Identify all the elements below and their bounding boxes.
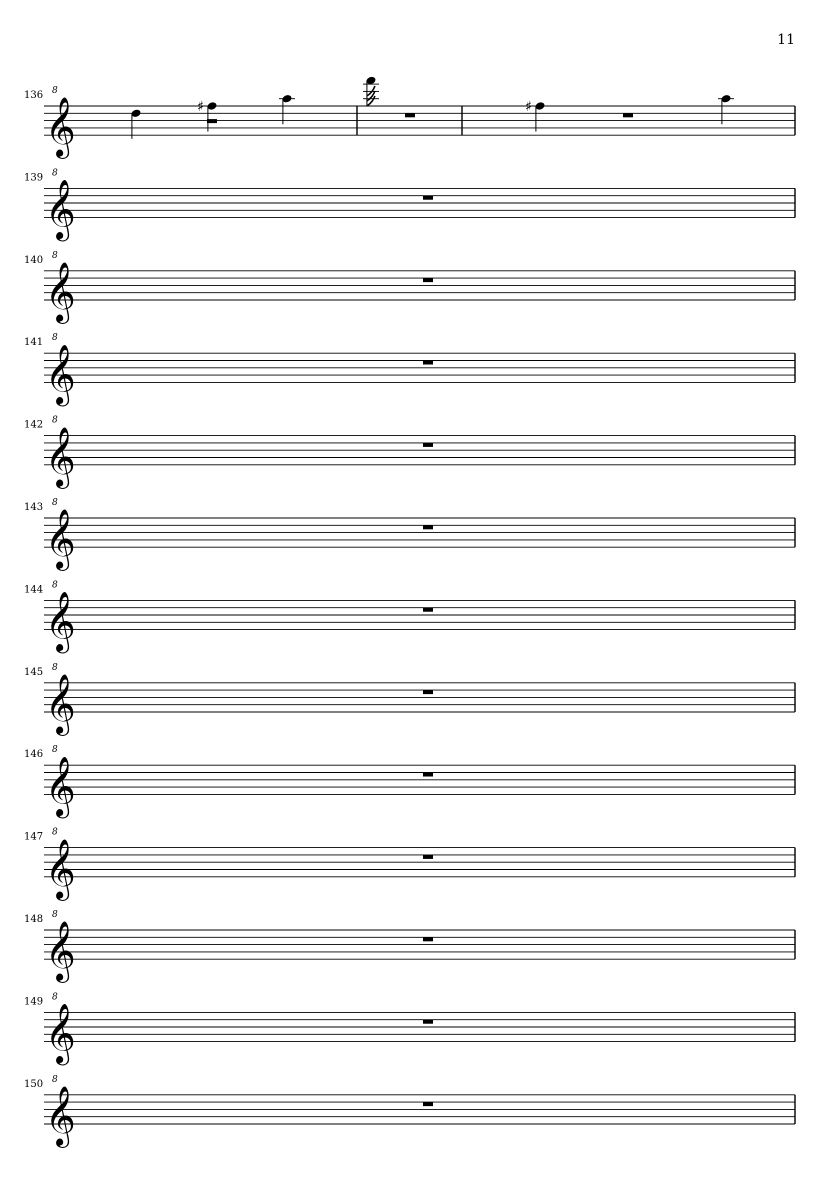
- measure-number: 142: [24, 419, 44, 431]
- measure-number: 148: [24, 914, 44, 925]
- octave-mark: 8: [52, 168, 58, 179]
- treble-clef-icon: 𝄞: [45, 426, 76, 487]
- sharp-icon: ♯: [525, 99, 532, 115]
- measure-number: 143: [24, 502, 44, 513]
- octave-mark: 8: [52, 1074, 58, 1085]
- octave-mark: 8: [52, 910, 58, 920]
- octave-mark: 8: [52, 580, 58, 591]
- whole-rest: [423, 855, 433, 859]
- octave-mark: 8: [52, 333, 58, 344]
- whole-rest: [423, 278, 433, 282]
- treble-clef-icon: 𝄞: [45, 344, 76, 405]
- octave-mark: 8: [52, 992, 58, 1003]
- octave-mark: 8: [52, 745, 58, 756]
- treble-clef-icon: 𝄞: [45, 1003, 76, 1064]
- measure-number: 144: [24, 584, 44, 596]
- octave-mark: 8: [52, 662, 58, 673]
- treble-clef-icon: 𝄞: [45, 756, 76, 817]
- whole-rest: [405, 113, 415, 117]
- whole-rest: [423, 1102, 433, 1106]
- treble-clef-icon: 𝄞: [45, 179, 76, 240]
- measure-number: 149: [24, 996, 44, 1008]
- measure-number: 141: [24, 337, 44, 349]
- treble-clef-icon: 𝄞: [45, 262, 76, 322]
- whole-rest: [423, 608, 433, 612]
- whole-rest: [423, 937, 433, 941]
- treble-clef-icon: 𝄞: [45, 97, 76, 158]
- whole-rest: [207, 119, 217, 123]
- whole-rest: [423, 690, 433, 694]
- measure-number: 139: [24, 172, 44, 184]
- whole-rest: [423, 525, 433, 529]
- whole-rest: [423, 1020, 433, 1024]
- octave-mark: 8: [52, 827, 58, 838]
- treble-clef-icon: 𝄞: [45, 591, 76, 652]
- whole-rest: [423, 361, 433, 365]
- sharp-icon: ♯: [197, 99, 204, 115]
- measure-number: 140: [24, 254, 44, 266]
- whole-rest: [423, 443, 433, 447]
- octave-mark: 8: [52, 498, 58, 508]
- measure-number: 136: [24, 90, 44, 101]
- treble-clef-icon: 𝄞: [45, 921, 76, 982]
- treble-clef-icon: 𝄞: [45, 674, 76, 734]
- treble-clef-icon: 𝄞: [45, 1086, 76, 1146]
- whole-rest: [623, 113, 633, 117]
- measure-number: 150: [24, 1078, 44, 1090]
- measure-number: 146: [24, 749, 44, 761]
- page-number: 11: [777, 32, 795, 48]
- octave-mark: 8: [52, 415, 58, 426]
- treble-clef-icon: 𝄞: [45, 509, 76, 570]
- treble-clef-icon: 𝄞: [45, 838, 76, 899]
- octave-mark: 8: [52, 86, 58, 96]
- measure-number: 147: [24, 831, 44, 843]
- whole-rest: [423, 773, 433, 777]
- whole-rest: [423, 196, 433, 200]
- measure-number: 145: [24, 666, 44, 678]
- octave-mark: 8: [52, 250, 58, 261]
